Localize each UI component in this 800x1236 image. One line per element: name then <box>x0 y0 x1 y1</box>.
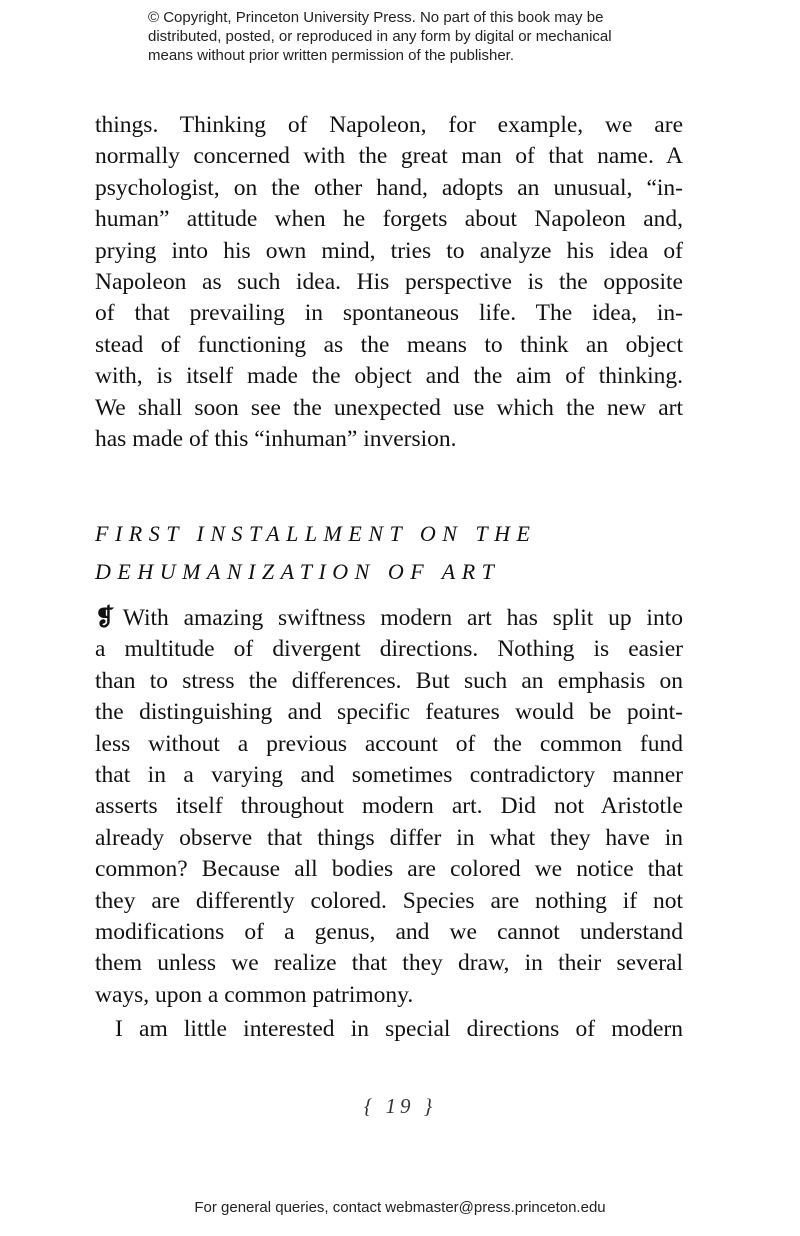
line-text: Napoleon as such idea. His perspective is the opposite <box>95 268 683 295</box>
text-line <box>95 666 683 697</box>
text-line <box>95 173 683 204</box>
text-line <box>95 330 683 361</box>
line-text: than to stress the differences. But such an emphasis on <box>95 667 683 694</box>
copyright-notice <box>148 8 668 65</box>
text-line <box>95 204 683 235</box>
paragraph-1 <box>95 110 683 455</box>
section-heading-line: FIRST INSTALLMENT ON THE <box>95 521 537 546</box>
line-text: common? Because all bodies are colored we notice that <box>95 856 683 883</box>
line-text: with, is itself made the object and the aim of thinking. <box>95 363 683 390</box>
text-line <box>95 603 683 634</box>
text-line <box>95 267 683 298</box>
paragraph-3 <box>95 1014 683 1045</box>
copyright-line: distributed, posted, or reproduced in any form by digital or mechanical <box>148 28 612 45</box>
pilcrow-mark: ❡ <box>95 605 115 631</box>
line-text: them unless we realize that they draw, in their several <box>95 950 683 977</box>
line-text: psychologist, on the other hand, adopts an unusual, “in- <box>95 174 683 201</box>
text-line <box>95 886 683 917</box>
text-line <box>95 791 683 822</box>
paragraph-2 <box>95 603 683 1011</box>
text-line <box>95 760 683 791</box>
page-number: { 19 } <box>363 1094 437 1118</box>
line-text: a multitude of divergent directions. Nothing is easier <box>95 636 683 663</box>
footer-contact: For general queries, contact webmaster@press.princeton.edu <box>194 1199 606 1216</box>
section-heading-line: DEHUMANIZATION OF ART <box>95 559 501 584</box>
text-line <box>95 361 683 392</box>
line-text: less without a previous account of the common fund <box>95 730 683 757</box>
line-text: stead of functioning as the means to think an object <box>95 331 683 358</box>
text-line <box>95 917 683 948</box>
text-line <box>95 823 683 854</box>
line-text: With amazing swiftness modern art has split up into <box>122 605 683 631</box>
line-text: prying into his own mind, tries to analyze his idea of <box>95 237 683 264</box>
text-line <box>95 729 683 760</box>
line-text: human” attitude when he forgets about Napoleon and, <box>95 206 683 233</box>
line-text: things. Thinking of Napoleon, for example, we are <box>95 112 683 138</box>
text-line <box>95 854 683 885</box>
text-line <box>95 424 683 455</box>
line-text: modifications of a genus, and we cannot understand <box>95 918 683 945</box>
line-text: normally concerned with the great man of that name. A <box>95 143 683 170</box>
line-text: of that prevailing in spontaneous life. The idea, in- <box>95 300 683 327</box>
copyright-line: means without prior written permission of the publisher. <box>148 47 515 64</box>
text-line <box>95 141 683 172</box>
text-line <box>95 948 683 979</box>
copyright-line: © Copyright, Princeton University Press. No part of this book may be <box>148 9 604 26</box>
text-line <box>95 298 683 329</box>
text-line <box>95 393 683 424</box>
line-text: that in a varying and sometimes contradictory manner <box>95 761 683 788</box>
line-text: We shall soon see the unexpected use which the new art <box>95 394 683 421</box>
line-text: ways, upon a common patrimony. <box>95 981 414 1008</box>
line-text: has made of this “inhuman” inversion. <box>95 425 457 452</box>
line-text: they are differently colored. Species are nothing if not <box>95 887 683 914</box>
text-line <box>95 110 683 141</box>
text-line <box>95 1014 683 1045</box>
text-line <box>95 980 683 1011</box>
text-line <box>95 236 683 267</box>
text-line <box>95 634 683 665</box>
line-text: asserts itself throughout modern art. Did not Aristotle <box>95 793 683 820</box>
line-text: already observe that things differ in what they have in <box>95 824 683 851</box>
line-text: I am little interested in special directions of modern <box>115 1016 683 1042</box>
text-line <box>95 697 683 728</box>
line-text: the distinguishing and specific features would be point- <box>95 699 683 726</box>
